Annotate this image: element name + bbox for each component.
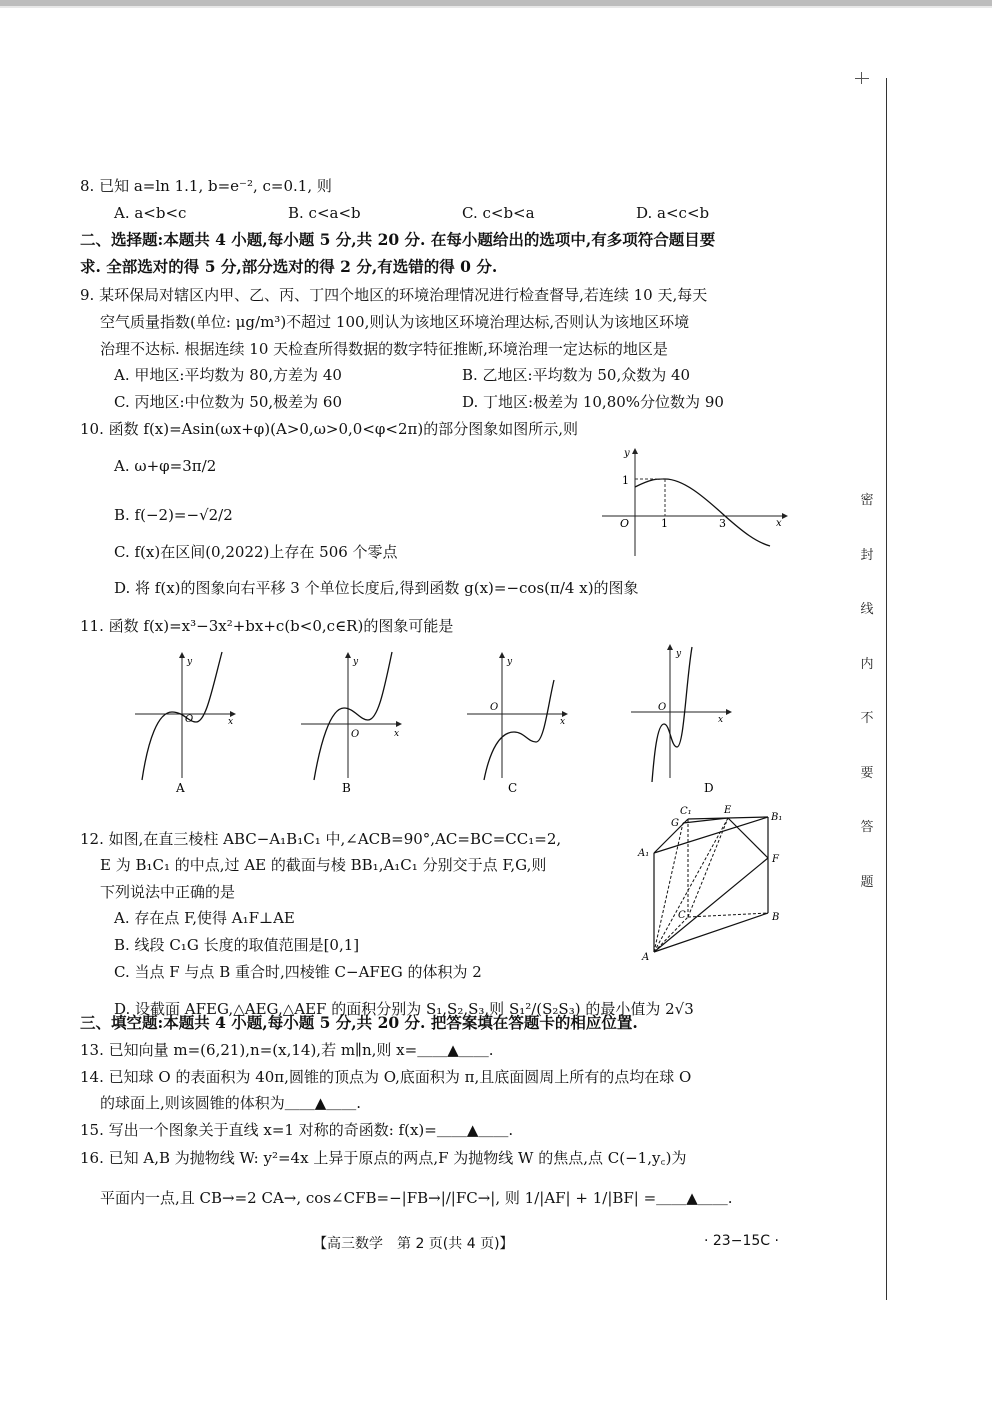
q8-option-b: B. c<a<b bbox=[288, 204, 361, 222]
seal-char: 线 bbox=[860, 602, 874, 617]
question-16: 16. 已知 A,B 为抛物线 W: y²=4x 上异于原点的两点,F 为抛物线 W 的焦点,点 C(−1,y꜀)为 bbox=[80, 1149, 687, 1167]
seal-char: 密 bbox=[860, 493, 874, 508]
label-c: C bbox=[508, 781, 518, 795]
label-a: A bbox=[642, 952, 650, 962]
seal-char: 要 bbox=[860, 765, 874, 781]
label-y: y bbox=[624, 448, 630, 459]
label-y1: 1 bbox=[622, 474, 629, 487]
section-2-heading-cont: 求. 全部选对的得 5 分,部分选对的得 2 分,有选错的得 0 分. bbox=[80, 257, 498, 276]
q11-graph-c bbox=[462, 650, 572, 795]
seal-char: 不 bbox=[860, 711, 874, 726]
seal-char: 题 bbox=[860, 874, 874, 890]
q12-option-a: A. 存在点 F,使得 A₁F⊥AE bbox=[114, 909, 295, 927]
y-axis-arrow bbox=[632, 448, 638, 454]
label-x: x bbox=[394, 729, 400, 739]
paper-code: · 23−15C · bbox=[704, 1233, 779, 1249]
question-11: 11. 函数 f(x)=x³−3x²+bx+c(b<0,c∈R)的图象可能是 bbox=[80, 617, 454, 635]
label-x: x bbox=[776, 518, 782, 529]
label-a: A bbox=[176, 781, 185, 795]
section-3-heading: 三、填空题:本题共 4 小题,每小题 5 分,共 20 分. 把答案填在答题卡的相应位置. bbox=[80, 1013, 638, 1032]
x-axis-arrow bbox=[782, 513, 788, 519]
label-a1: A₁ bbox=[638, 848, 650, 859]
question-9-cont2: 治理不达标. 根据连续 10 天检查所得数据的数字特征推断,环境治理一定达标的地区是 bbox=[100, 340, 668, 358]
q10-option-c: C. f(x)在区间(0,2022)上存在 506 个零点 bbox=[114, 543, 398, 561]
label-y: y bbox=[676, 649, 682, 659]
binding-mark-tick bbox=[861, 72, 862, 84]
question-14: 14. 已知球 O 的表面积为 40π,圆锥的顶点为 O,底面积为 π,且底面圆周上所有的点均在球 O bbox=[80, 1068, 692, 1086]
label-origin: O bbox=[490, 702, 499, 713]
page-footer: 【高三数学 第 2 页(共 4 页)】 bbox=[313, 1236, 514, 1252]
label-e: E bbox=[724, 805, 732, 816]
q9-option-a: A. 甲地区:平均数为 80,方差为 40 bbox=[114, 366, 342, 384]
seal-char: 封 bbox=[860, 547, 874, 563]
q8-option-d: D. a<c<b bbox=[636, 204, 710, 222]
q10-option-a: A. ω+φ=3π/2 bbox=[114, 457, 217, 475]
label-x1: 1 bbox=[661, 517, 668, 530]
q11-graph-b bbox=[296, 650, 406, 795]
section-2-heading: 二、选择题:本题共 4 小题,每小题 5 分,共 20 分. 在每小题给出的选项中,有多项符合题目要 bbox=[80, 230, 716, 249]
label-x: x bbox=[560, 717, 566, 727]
label-b: B bbox=[772, 912, 780, 923]
label-origin: O bbox=[351, 729, 360, 740]
question-16-cont: 平面内一点,且 CB→=2 CA→, cos∠CFB=−|FB→|/|FC→|, 则 1/|AF| + 1/|BF| =＿＿▲＿＿. bbox=[100, 1189, 733, 1207]
label-y: y bbox=[187, 657, 193, 667]
question-9: 9. 某环保局对辖区内甲、乙、丙、丁四个地区的环境治理情况进行检查督导,若连续 10 天,每天 bbox=[80, 286, 708, 304]
q10-option-b: B. f(−2)=−√2/2 bbox=[114, 506, 233, 524]
sine-curve bbox=[635, 479, 770, 546]
question-12-cont2: 下列说法中正确的是 bbox=[100, 883, 236, 901]
question-8: 8. 已知 a=ln 1.1, b=e⁻², c=0.1, 则 bbox=[80, 177, 332, 195]
q12-option-b: B. 线段 C₁G 长度的取值范围是[0,1] bbox=[114, 936, 360, 954]
seal-char: 答 bbox=[860, 820, 874, 835]
label-g: G bbox=[671, 818, 679, 829]
q12-prism-figure bbox=[636, 800, 796, 962]
label-x: x bbox=[718, 715, 724, 725]
q11-graph-d bbox=[626, 642, 736, 795]
label-y: y bbox=[353, 657, 359, 667]
label-c1: C₁ bbox=[680, 806, 692, 817]
label-origin: O bbox=[658, 702, 667, 713]
label-origin: O bbox=[185, 714, 194, 725]
binding-mark bbox=[855, 78, 869, 79]
question-12-cont: E 为 B₁C₁ 的中点,过 AE 的截面与棱 BB₁,A₁C₁ 分别交于点 F,G,则 bbox=[100, 856, 547, 874]
binding-line bbox=[886, 78, 887, 1300]
scan-border-inner bbox=[0, 6, 992, 8]
label-b1: B₁ bbox=[771, 812, 783, 823]
question-14-cont: 的球面上,则该圆锥的体积为＿＿▲＿＿. bbox=[100, 1094, 362, 1112]
q10-sine-graph bbox=[598, 446, 790, 558]
label-b: B bbox=[342, 781, 351, 795]
q9-option-c: C. 丙地区:中位数为 50,极差为 60 bbox=[114, 393, 343, 411]
q10-option-d: D. 将 f(x)的图象向右平移 3 个单位长度后,得到函数 g(x)=−cos(π/4 x)的图象 bbox=[114, 579, 639, 597]
question-10: 10. 函数 f(x)=Asin(ωx+φ)(A>0,ω>0,0<φ<2π)的部分图象如图所示,则 bbox=[80, 420, 579, 438]
question-12: 12. 如图,在直三棱柱 ABC−A₁B₁C₁ 中,∠ACB=90°,AC=BC=CC₁=2, bbox=[80, 830, 562, 848]
label-d: D bbox=[704, 781, 714, 795]
q11-graph-a bbox=[130, 650, 240, 795]
label-origin: O bbox=[620, 517, 630, 530]
q8-option-a: A. a<b<c bbox=[114, 204, 187, 222]
q12-option-d: D. 设截面 AFEG,△AEG,△AEF 的面积分别为 S₁,S₂,S₃,则 S₁²/(S₂S₃) 的最小值为 2√3 bbox=[114, 1000, 694, 1018]
question-13: 13. 已知向量 m=(6,21),n=(x,14),若 m∥n,则 x=＿＿▲＿＿. bbox=[80, 1041, 494, 1059]
label-f: F bbox=[772, 854, 779, 865]
label-y: y bbox=[507, 657, 513, 667]
seal-char: 内 bbox=[860, 656, 874, 672]
question-9-cont: 空气质量指数(单位: μg/m³)不超过 100,则认为该地区环境治理达标,否则认为该地区环境 bbox=[100, 313, 690, 331]
label-x: x bbox=[228, 717, 234, 727]
q12-option-c: C. 当点 F 与点 B 重合时,四棱锥 C−AFEG 的体积为 2 bbox=[114, 963, 482, 981]
seal-text bbox=[852, 490, 882, 926]
label-x3: 3 bbox=[719, 517, 726, 530]
q9-option-d: D. 丁地区:极差为 10,80%分位数为 90 bbox=[462, 393, 724, 411]
q8-option-c: C. c<b<a bbox=[462, 204, 535, 222]
label-c: C bbox=[678, 910, 686, 921]
question-15: 15. 写出一个图象关于直线 x=1 对称的奇函数: f(x)=＿＿▲＿＿. bbox=[80, 1121, 514, 1139]
q9-option-b: B. 乙地区:平均数为 50,众数为 40 bbox=[462, 366, 691, 384]
